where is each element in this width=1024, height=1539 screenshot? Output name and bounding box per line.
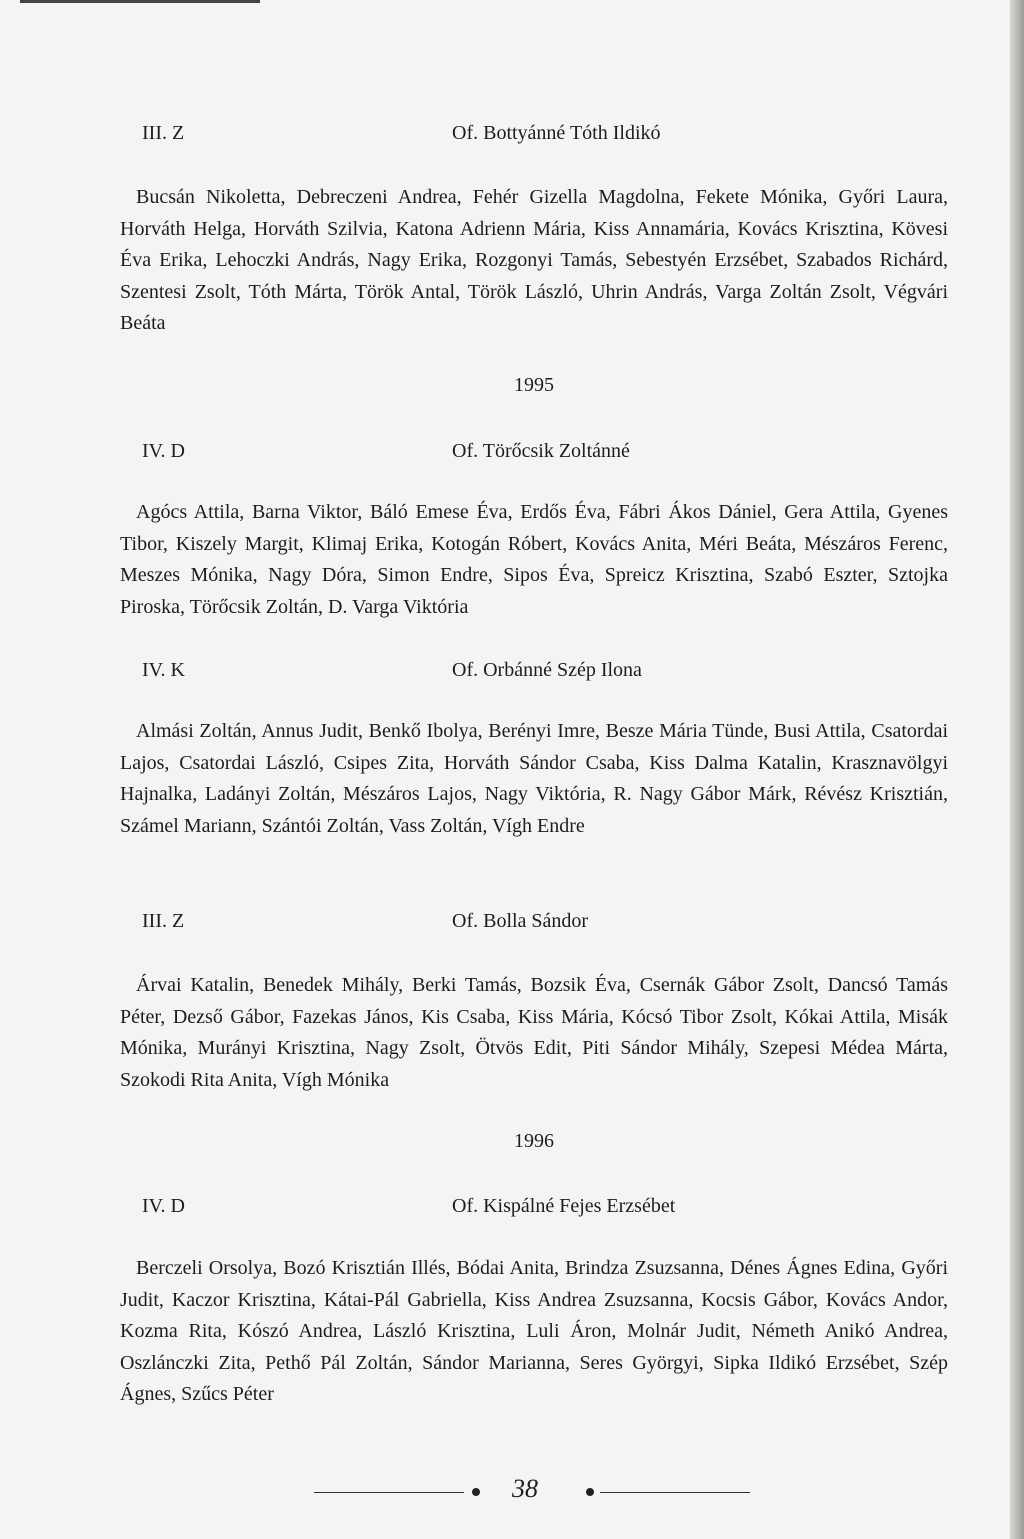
class-label: III. Z [142, 910, 185, 932]
student-list: Bucsán Nikoletta, Debreczeni Andrea, Fehér Gizella Magdolna, Fekete Mónika, Győri Laura, Horváth Helga, Horváth Szilvia, Katona Adrienn Mária, Kiss Annamária, Kovács Krisztina, Kövesi Éva Erika, Lehoczki András, Nagy Erika, Rozgonyi Tamás, Sebestyén Erzsébet, Szabados Richárd, Szentesi Zsolt, Tóth Márta, Török Antal, Török László, Uhrin András, Varga Zoltán Zsolt, Végvári Beáta [120, 186, 948, 334]
class-header [120, 659, 948, 685]
class-label: III. Z [142, 122, 185, 144]
page-edge-shadow [1010, 0, 1024, 1539]
student-list: Berczeli Orsolya, Bozó Krisztián Illés, Bódai Anita, Brindza Zsuzsanna, Dénes Ágnes Edina, Győri Judit, Kaczor Krisztina, Kátai-Pál Gabriella, Kiss Andrea Zsuzsanna, Kocsis Gábor, Kovács Andor, Kozma Rita, Kószó Andrea, László Krisztina, Luli Áron, Molnár Judit, Németh Anikó Andrea, Oszlánczki Zita, Pethő Pál Zoltán, Sándor Marianna, Seres Györgyi, Sipka Ildikó Erzsébet, Szép Ágnes, Szűcs Péter [120, 1257, 948, 1405]
footer-dot-right [586, 1488, 594, 1496]
teacher-name: Of. Törőcsik Zoltánné [452, 440, 630, 462]
class-header [120, 1195, 948, 1221]
footer-rule-left [314, 1492, 464, 1493]
page-footer [0, 1474, 1024, 1514]
teacher-name: Of. Orbánné Szép Ilona [452, 659, 642, 681]
class-label: IV. D [142, 440, 185, 462]
page-number: 38 [512, 1474, 538, 1503]
class-header [120, 910, 948, 936]
year-heading: 1996 [514, 1130, 554, 1152]
class-label: IV. K [142, 659, 185, 681]
teacher-name: Of. Kispálné Fejes Erzsébet [452, 1195, 676, 1217]
class-label: IV. D [142, 1195, 185, 1217]
student-list: Agócs Attila, Barna Viktor, Báló Emese Éva, Erdős Éva, Fábri Ákos Dániel, Gera Attila, Gyenes Tibor, Kiszely Margit, Klimaj Erika, Kotogán Róbert, Kovács Anita, Méri Beáta, Mészáros Ferenc, Meszes Mónika, Nagy Dóra, Simon Endre, Sipos Éva, Spreicz Krisztina, Szabó Eszter, Sztojka Piroska, Törőcsik Zoltán, D. Varga Viktória [120, 501, 948, 618]
student-list: Almási Zoltán, Annus Judit, Benkő Ibolya, Berényi Imre, Besze Mária Tünde, Busi Attila, Csatordai Lajos, Csatordai László, Csipes Zita, Horváth Sándor Csaba, Kiss Dalma Katalin, Krasznavölgyi Hajnalka, Ladányi Zoltán, Mészáros Lajos, Nagy Viktória, R. Nagy Gábor Márk, Révész Krisztián, Számel Mariann, Szántói Zoltán, Vass Zoltán, Vígh Endre [120, 720, 948, 837]
footer-rule-right [600, 1492, 750, 1493]
teacher-name: Of. Bolla Sándor [452, 910, 589, 932]
class-header [120, 122, 948, 148]
top-rule [20, 0, 260, 3]
student-list: Árvai Katalin, Benedek Mihály, Berki Tamás, Bozsik Éva, Csernák Gábor Zsolt, Dancsó Tamás Péter, Dezső Gábor, Fazekas János, Kis Csaba, Kiss Mária, Kócsó Tibor Zsolt, Kókai Attila, Misák Mónika, Murányi Krisztina, Nagy Zsolt, Ötvös Edit, Piti Sándor Mihály, Szepesi Médea Márta, Szokodi Rita Anita, Vígh Mónika [120, 974, 948, 1091]
year-heading: 1995 [514, 374, 554, 396]
footer-dot-left [472, 1488, 480, 1496]
class-header [120, 440, 948, 466]
teacher-name: Of. Bottyánné Tóth Ildikó [452, 122, 661, 144]
